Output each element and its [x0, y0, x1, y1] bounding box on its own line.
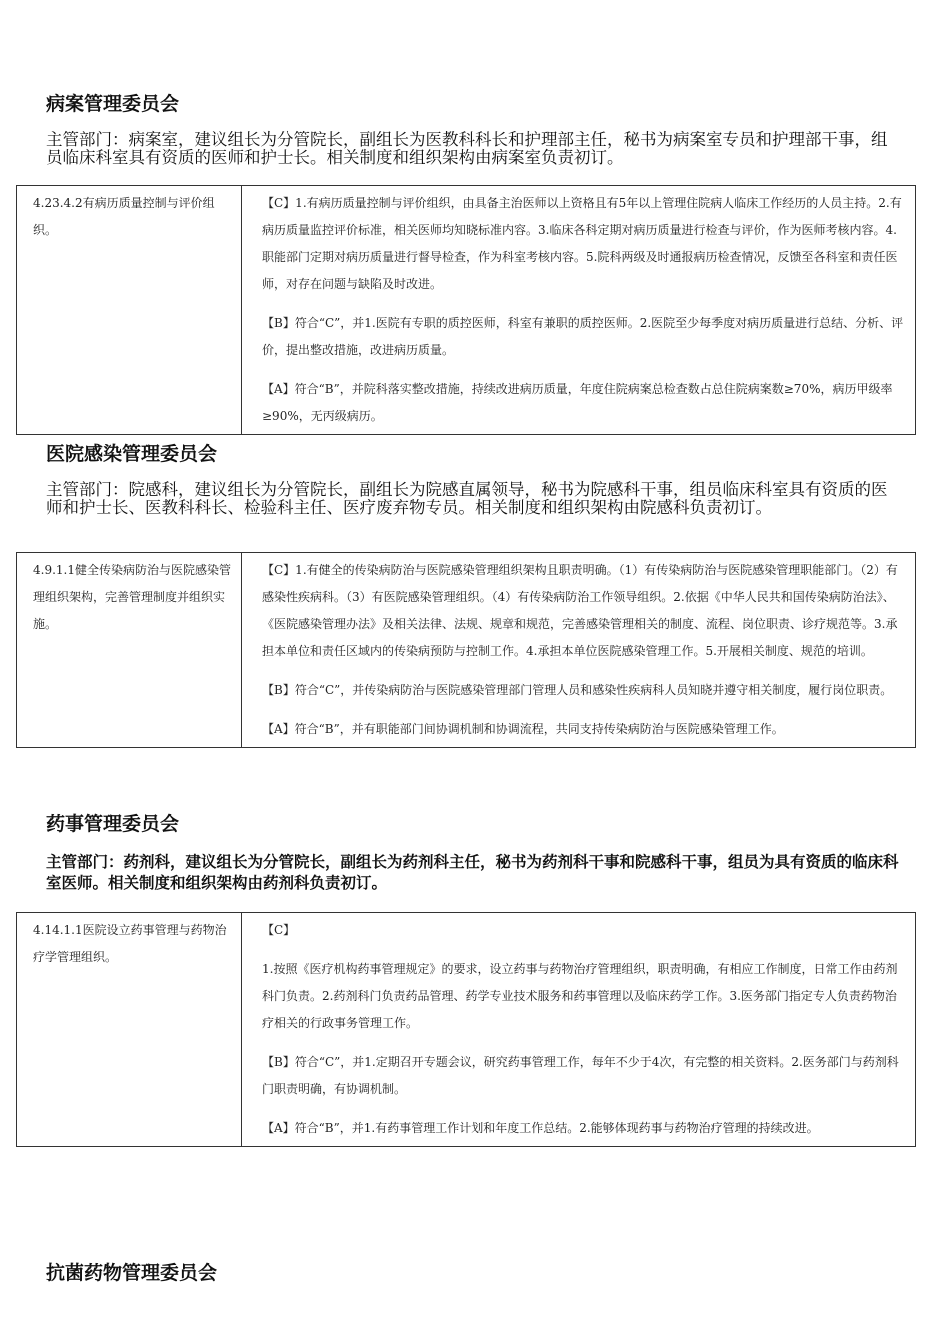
standard-table-medical-records: [16, 185, 916, 435]
standard-table-infection-control: [16, 552, 916, 748]
criteria-c: 【C】1.有健全的传染病防治与医院感染管理组织架构且职责明确。（1）有传染病防治与医院感染管理职能部门。（2）有感染性疾病科。（3）有医院感染管理组织。（4）有传染病防治工作领导组织。2.依据《中华人民共和国传染病防治法》、《医院感染管理办法》及相关法律、法规、规章和规范，完善感染管理相关的制度、流程、岗位职责、诊疗规范等。3.承担本单位和责任区域内的传染病预防与控制工作。4.承担本单位医院感染管理工作。5.开展相关制度、规范的培训。: [262, 563, 898, 658]
standard-code: 4.23.4.2有病历质量控制与评价组织。: [17, 186, 242, 435]
standard-criteria: [242, 186, 916, 435]
section-title-pharmacy: 药事管理委员会: [46, 813, 180, 835]
standard-criteria: [242, 553, 916, 748]
section-title-infection-control: 医院感染管理委员会: [46, 443, 218, 465]
standard-code: 4.14.1.1医院设立药事管理与药物治疗学管理组织。: [17, 913, 242, 1147]
criteria-a: 【A】符合“B”，并有职能部门间协调机制和协调流程，共同支持传染病防治与医院感染管理工作。: [262, 722, 784, 736]
criteria-a: 【A】符合“B”，并院科落实整改措施，持续改进病历质量，年度住院病案总检查数占总住院病案数≥70%，病历甲级率≥90%，无丙级病历。: [262, 382, 893, 423]
table-row: [17, 186, 916, 435]
standard-code: 4.9.1.1健全传染病防治与医院感染管理组织架构，完善管理制度并组织实施。: [17, 553, 242, 748]
section-title-antibiotics: 抗菌药物管理委员会: [46, 1262, 218, 1284]
section-intro-pharmacy: 主管部门：药剂科，建议组长为分管院长，副组长为药剂科主任，秘书为药剂科干事和院感科干事，组员为具有资质的临床科室医师。相关制度和组织架构由药剂科负责初订。: [46, 853, 899, 892]
criteria-a: 【A】符合“B”，并1.有药事管理工作计划和年度工作总结。2.能够体现药事与药物治疗管理的持续改进。: [262, 1121, 819, 1135]
standard-table-pharmacy: [16, 912, 916, 1147]
criteria-b: 【B】符合“C”，并1.医院有专职的质控医师，科室有兼职的质控医师。2.医院至少每季度对病历质量进行总结、分析、评价，提出整改措施，改进病历质量。: [262, 316, 904, 357]
criteria-b: 【B】符合“C”，并1.定期召开专题会议，研究药事管理工作，每年不少于4次，有完整的相关资料。2.医务部门与药剂科门职责明确，有协调机制。: [262, 1055, 899, 1096]
criteria-b: 【B】符合“C”，并传染病防治与医院感染管理部门管理人员和感染性疾病科人员知晓并遵守相关制度，履行岗位职责。: [262, 683, 893, 697]
criteria-c: 【C】1.有病历质量控制与评价组织，由具备主治医师以上资格且有5年以上管理住院病人临床工作经历的人员主持。2.有病历质量监控评价标准，相关医师均知晓标准内容。3.临床各科定期对病历质量进行检查与评价，作为医师考核内容。4.职能部门定期对病历质量进行督导检查，作为科室考核内容。5.院科两级及时通报病历检查情况，反馈至各科室和责任医师，对存在问题与缺陷及时改进。: [262, 196, 902, 291]
standard-criteria: [242, 913, 916, 1147]
section-title-medical-records: 病案管理委员会: [46, 93, 180, 115]
criteria-c-label: 【C】: [262, 923, 296, 937]
section-intro-infection-control: 主管部门：院感科，建议组长为分管院长，副组长为院感直属领导，秘书为院感科干事，组员临床科室具有资质的医师和护士长、医教科科长、检验科主任、医疗废弃物专员。相关制度和组织架构由院感科负责初订。: [46, 480, 888, 517]
section-intro-medical-records: 主管部门：病案室，建议组长为分管院长，副组长为医教科科长和护理部主任，秘书为病案室专员和护理部干事，组员临床科室具有资质的医师和护士长。相关制度和组织架构由病案室负责初订。: [46, 130, 888, 167]
table-row: [17, 553, 916, 748]
table-row: [17, 913, 916, 1147]
criteria-c: 1.按照《医疗机构药事管理规定》的要求，设立药事与药物治疗管理组织，职责明确，有相应工作制度，日常工作由药剂科门负责。2.药剂科门负责药品管理、药学专业技术服务和药事管理以及临床药学工作。3.医务部门指定专人负责药物治疗相关的行政事务管理工作。: [262, 962, 898, 1030]
